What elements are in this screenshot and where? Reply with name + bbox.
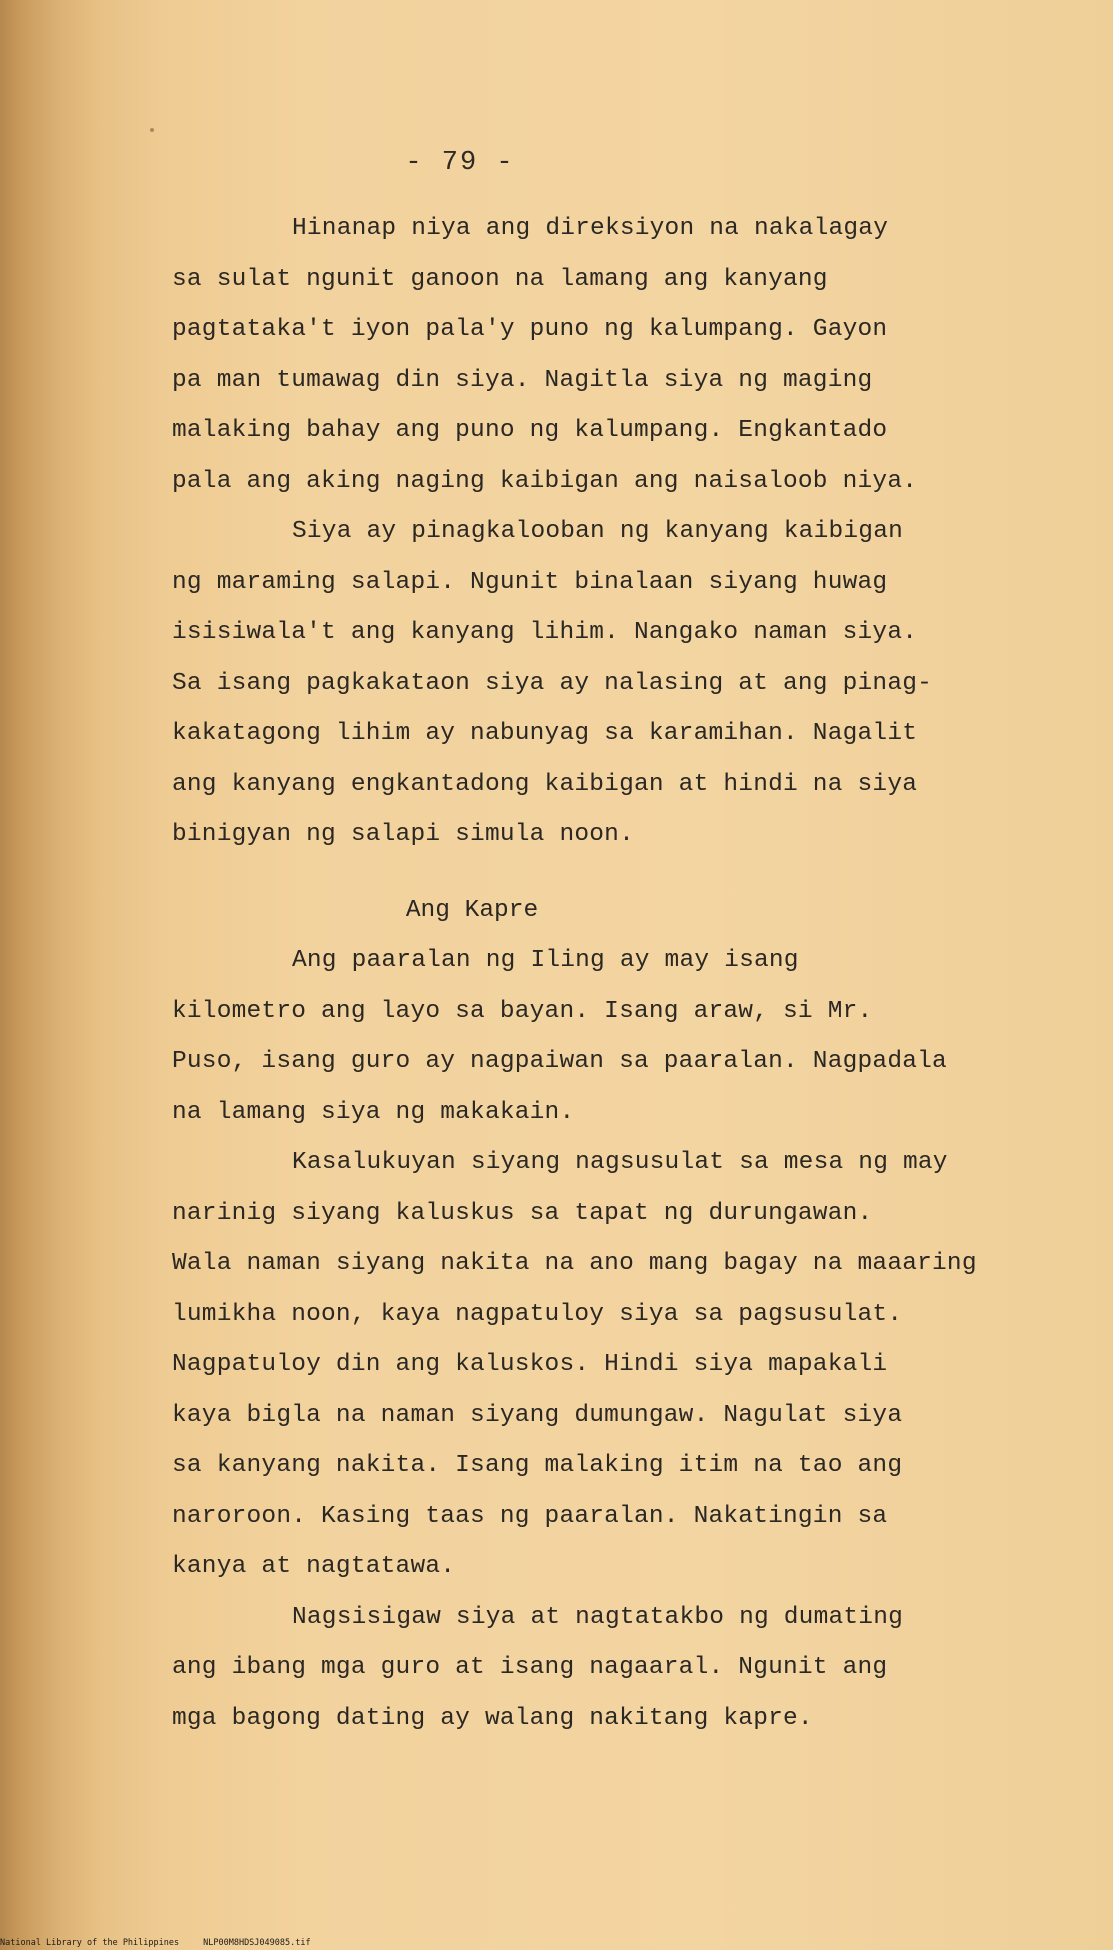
text-line: Siya ay pinagkalooban ng kanyang kaibigan [292,518,903,545]
text-line: mga bagong dating ay walang nakitang kapre. [172,1704,813,1732]
text-line: ang kanyang engkantadong kaibigan at hindi na siya [172,770,918,798]
text-line: ang ibang mga guro at isang nagaaral. Ngunit ang [172,1654,888,1681]
paragraph [172,507,1012,861]
text-line: kilometro ang layo sa bayan. Isang araw, si Mr. [172,997,873,1025]
text-line: isisiwala't ang kanyang lihim. Nangako naman siya. [172,619,918,646]
text-line: kanya at nagtatawa. [172,1553,456,1580]
text-line: Nagsisigaw siya at nagtatakbo ng dumating [292,1603,903,1631]
spacer [172,861,1012,886]
paragraph [172,204,1012,507]
text-line: na lamang siya ng makakain. [172,1098,575,1126]
text-line: pala ang aking naging kaibigan ang naisaloob niya. [172,467,918,495]
text-line: Kasalukuyan siyang nagsusulat sa mesa ng may [292,1149,948,1176]
text-line: Sa isang pagkakataon siya ay nalasing at ang pinag- [172,669,933,697]
text-line: narinig siyang kaluskus sa tapat ng durungawan. [172,1199,873,1227]
paragraph [172,936,1012,1138]
text-line: Wala naman siyang nakita na ano mang bagay na maaaring [172,1250,977,1277]
text-line: malaking bahay ang puno ng kalumpang. Engkantado [172,417,888,444]
paragraph [172,1593,1012,1745]
page-number: - 79 - [405,148,515,178]
paragraph [172,1138,1012,1593]
text-line: kakatagong lihim ay nabunyag sa karamihan. Nagalit [172,720,918,747]
scan-footer [0,1938,311,1948]
paper-speck [150,128,154,132]
text-line: Puso, isang guro ay nagpaiwan sa paaralan. Nagpadala [172,1048,947,1075]
footer-file: NLP00M8HDSJ049085.tif [203,1938,311,1948]
body-text [172,204,1012,1744]
section-title: Ang Kapre [405,896,539,924]
text-line: binigyan ng salapi simula noon. [172,821,634,848]
text-line: pa man tumawag din siya. Nagitla siya ng maging [172,366,873,394]
text-line: Nagpatuloy din ang kaluskos. Hindi siya mapakali [172,1351,888,1378]
text-line: kaya bigla na naman siyang dumungaw. Nagulat siya [172,1401,903,1429]
text-line: Hinanap niya ang direksiyon na nakalagay [292,215,889,242]
text-line: lumikha noon, kaya nagpatuloy siya sa pagsusulat. [172,1300,903,1328]
text-line: naroroon. Kasing taas ng paaralan. Nakatingin sa [172,1502,888,1530]
text-line: sa sulat ngunit ganoon na lamang ang kanyang [172,265,828,293]
text-line: Ang paaralan ng Iling ay may isang [292,947,799,974]
text-line: sa kanyang nakita. Isang malaking itim na tao ang [172,1452,903,1479]
footer-library: National Library of the Philippines [0,1938,180,1948]
text-line: pagtataka't iyon pala'y puno ng kalumpang. Gayon [172,316,888,343]
text-line: ng maraming salapi. Ngunit binalaan siyang huwag [172,568,888,596]
